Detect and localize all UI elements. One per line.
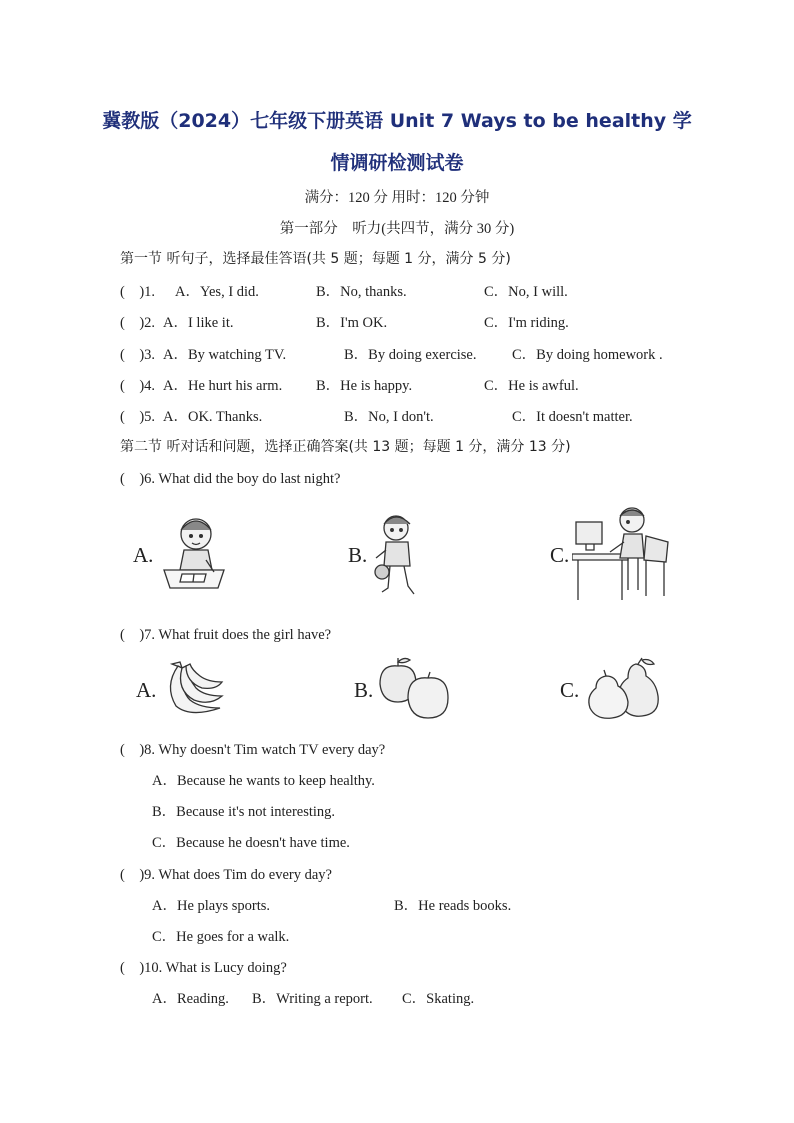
option-b: B．By doing exercise. [344, 347, 477, 363]
question-10-stem: ( )10. What is Lucy doing? [120, 960, 287, 976]
option-c: C．He is awful. [484, 378, 579, 394]
q6-label-b: B. [348, 543, 368, 567]
pears-image [584, 656, 662, 722]
page-title-line1: 冀教版（2024）七年级下册英语 Unit 7 Ways to be healthy 学 [102, 110, 692, 132]
option-b: B．No, thanks. [316, 284, 407, 300]
q10-option-c: C．Skating. [402, 991, 475, 1007]
question-number: ( )5. [120, 409, 156, 425]
option-c: C．By doing homework . [512, 347, 663, 363]
section2-heading: 第二节 听对话和问题，选择正确答案(共 13 题；每题 1 分，满分 13 分) [120, 439, 571, 455]
question-8-stem: ( )8. Why doesn't Tim watch TV every day? [120, 742, 386, 758]
option-c: C．I'm riding. [484, 315, 569, 331]
q6-label-a: A. [133, 543, 154, 567]
option-a: A．Yes, I did. [175, 284, 259, 300]
q9-option-b: B．He reads books. [394, 898, 512, 914]
q10-option-b: B．Writing a report. [252, 991, 373, 1007]
question-number: ( )2. [120, 315, 156, 331]
apples-image [376, 656, 452, 722]
q8-option-b: B．Because it's not interesting. [152, 804, 336, 820]
q7-label-b: B. [354, 678, 374, 702]
question-number: ( )4. [120, 378, 156, 394]
bananas-image [160, 656, 226, 722]
option-c: C．It doesn't matter. [512, 409, 633, 425]
boy-using-computer-image [572, 502, 672, 604]
section1-heading: 第一节 听句子，选择最佳答语(共 5 题；每题 1 分，满分 5 分) [120, 251, 511, 267]
option-c: C．No, I will. [484, 284, 568, 300]
q8-option-a: A．Because he wants to keep healthy. [152, 773, 375, 789]
q6-label-c: C. [550, 543, 570, 567]
question-6-stem: ( )6. What did the boy do last night? [120, 471, 341, 487]
question-number: ( )3. [120, 347, 156, 363]
question-9-stem: ( )9. What does Tim do every day? [120, 867, 332, 883]
option-a: A．OK. Thanks. [163, 409, 263, 425]
q9-option-c: C．He goes for a walk. [152, 929, 290, 945]
option-b: B．I'm OK. [316, 315, 388, 331]
page-title-line2: 情调研检测试卷 [330, 152, 464, 174]
q9-option-a: A．He plays sports. [152, 898, 271, 914]
option-b: B．He is happy. [316, 378, 413, 394]
boy-writing-homework-image [158, 510, 230, 592]
q10-option-a: A．Reading. [152, 991, 229, 1007]
option-a: A．He hurt his arm. [163, 378, 283, 394]
question-number: ( )1. [120, 284, 156, 300]
q7-label-a: A. [136, 678, 157, 702]
part-one-heading: 第一部分 听力(共四节，满分 30 分) [279, 221, 515, 237]
option-b: B．No, I don't. [344, 409, 434, 425]
q8-option-c: C．Because he doesn't have time. [152, 835, 350, 851]
question-7-stem: ( )7. What fruit does the girl have? [120, 627, 332, 643]
boy-playing-basketball-image [370, 510, 425, 598]
score-info: 满分：120 分 用时：120 分钟 [304, 190, 490, 206]
option-a: A．I like it. [163, 315, 234, 331]
q7-label-c: C. [560, 678, 580, 702]
option-a: A．By watching TV. [163, 347, 287, 363]
